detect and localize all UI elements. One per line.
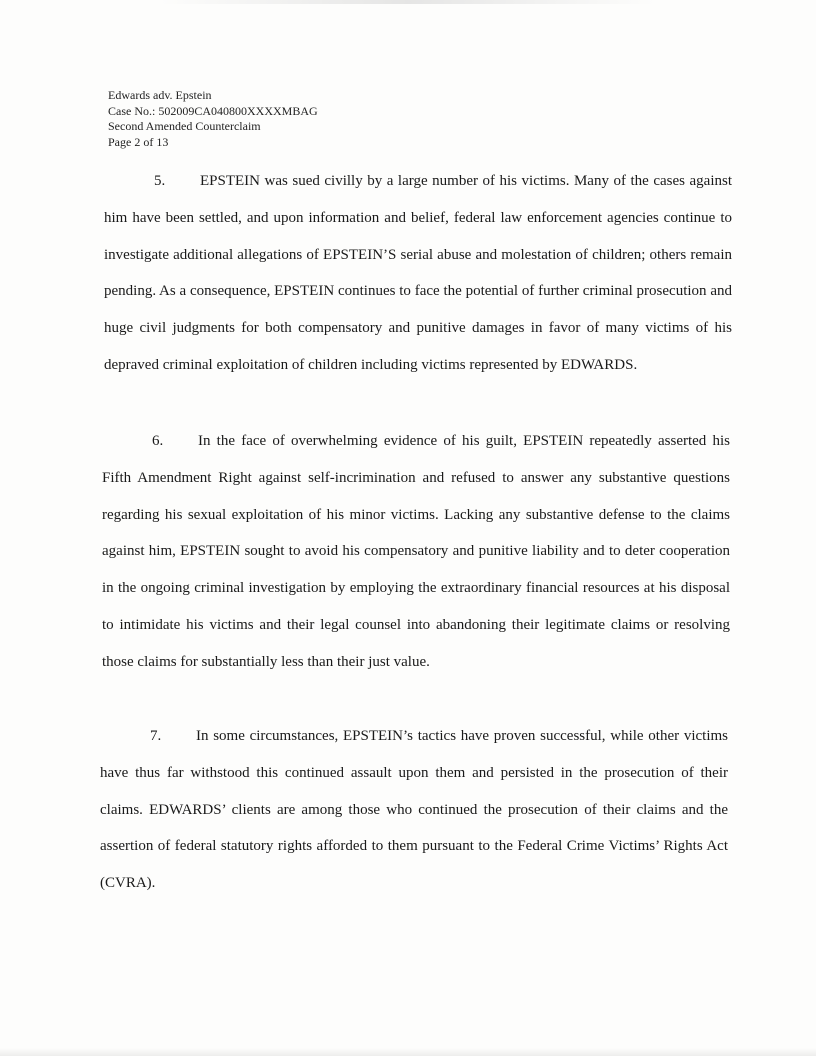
scan-artifact <box>0 1048 816 1056</box>
document-title: Second Amended Counterclaim <box>108 119 261 133</box>
paragraph-number: 5. <box>154 173 166 189</box>
paragraph-number: 6. <box>152 433 164 449</box>
scan-artifact <box>160 0 655 4</box>
paragraph-text: EPSTEIN was sued civilly by a large number of his victims. Many of the cases against him have been settled, and upon information and belief, federal law enforcement agencies continue to investigate additional allegations of EPSTEIN’S serial abuse and molestation of children; others remain pending. As a consequence, EPSTEIN continues to face the potential of further criminal prosecution and huge civil judgments for both compensatory and punitive damages in favor of many victims of his depraved criminal exploitation of children including victims represented by EDWARDS. <box>104 173 732 373</box>
paragraph-number: 7. <box>150 728 162 744</box>
page-number: Page 2 of 13 <box>108 134 169 149</box>
paragraph-5 <box>104 163 732 384</box>
case-number: Case No.: 502009CA040800XXXXMBAG <box>108 103 318 118</box>
paragraph-text: In the face of overwhelming evidence of his guilt, EPSTEIN repeatedly asserted his Fifth Amendment Right against self-incrimination and refused to answer any substantive questions regarding his sexual exploitation of his minor victims. Lacking any substantive defense to the claims against him, EPSTEIN sought to avoid his compensatory and punitive liability and to deter cooperation in the ongoing criminal investigation by employing the extraordinary financial resources at his disposal to intimidate his victims and their legal counsel into abandoning their legitimate claims or resolving those claims for substantially less than their just value. <box>102 433 730 670</box>
paragraph-6 <box>102 423 730 681</box>
paragraph-7 <box>100 718 728 902</box>
case-caption: Edwards adv. Epstein <box>108 88 212 102</box>
case-header <box>108 88 318 150</box>
paragraph-text: In some circumstances, EPSTEIN’s tactics have proven successful, while other victims have thus far withstood this continued assault upon them and persisted in the prosecution of their claims. EDWARDS’ clients are among those who continued the prosecution of their claims and the assertion of federal statutory rights afforded to them pursuant to the Federal Crime Victims’ Rights Act (CVRA). <box>100 728 728 892</box>
